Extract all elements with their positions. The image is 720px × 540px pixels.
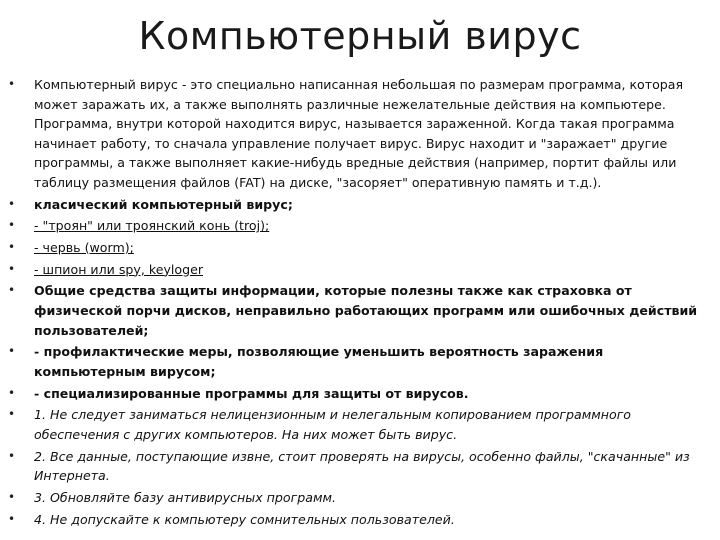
list-item [8,488,712,508]
list-item [8,260,712,280]
list-item-text: 2. Все данные, поступающие извне, стоит проверять на вирусы, особенно файлы, "скачанные" из Интернета. [34,448,690,484]
bullet-icon: • [8,283,16,298]
list-item-text: Общие средства защиты информации, которые полезны также как страховка от физической порчи дисков, неправильно работающих программ или ошибочных действий пользователей; [34,283,698,338]
list-item-text: - профилактические меры, позволяющие уменьшить вероятность заражения компьютерным вирусом; [34,344,604,379]
bullet-icon: • [8,448,16,463]
list-item-text: 1. Не следует заниматься нелицензионным и нелегальным копированием программного обеспечения с других компьютеров. На них может быть вирус. [34,407,632,442]
bullet-list [8,75,712,531]
list-item [8,216,712,236]
list-item [8,342,712,381]
list-item-text: - специализированные программы для защиты от вирусов. [34,385,469,401]
list-item [8,405,712,444]
list-item-link[interactable]: - "троян" или троянский конь (troj); [34,218,270,234]
list-item-link[interactable]: - червь (worm); [34,240,134,256]
bullet-icon: • [8,218,16,233]
list-item [8,75,712,193]
page-title: Компьютерный вирус [138,14,582,58]
bullet-icon: • [8,489,16,504]
list-item-link[interactable]: - шпион или spy, keyloger [34,261,204,277]
bullet-icon: • [8,261,16,276]
list-item-text: класический компьютерный вирус; [34,196,293,212]
bullet-icon: • [8,196,16,211]
list-item-text: 4. Не допускайте к компьютеру сомнительных пользователей. [34,511,455,527]
list-item [8,384,712,404]
list-item [8,281,712,340]
list-item [8,238,712,258]
list-item [8,447,712,486]
bullet-icon: • [8,344,16,359]
list-item [8,195,712,215]
bullet-icon: • [8,77,16,91]
bullet-icon: • [8,240,16,255]
list-item-text: Компьютерный вирус - это специально написанная небольшая по размерам программа, которая может заражать их, а также выполнять различные нежелательные действия на компьютере. Программа, внутри которой находится вирус, называется зараженной. Когда такая программа начинает работу, то сначала управление получает вирус. Вирус находит и "заражает" другие программы, а также выполняет какие-нибудь вредные действия (например, портит файлы или таблицу размещения файлов (FAT) на диске, "засоряет" оперативную память и т.д.). [34,77,684,190]
list-item [8,510,712,530]
bullet-icon: • [8,511,16,526]
bullet-icon: • [8,385,16,400]
list-item-text: 3. Обновляйте базу антивирусных программ. [34,489,336,505]
bullet-icon: • [8,407,16,422]
